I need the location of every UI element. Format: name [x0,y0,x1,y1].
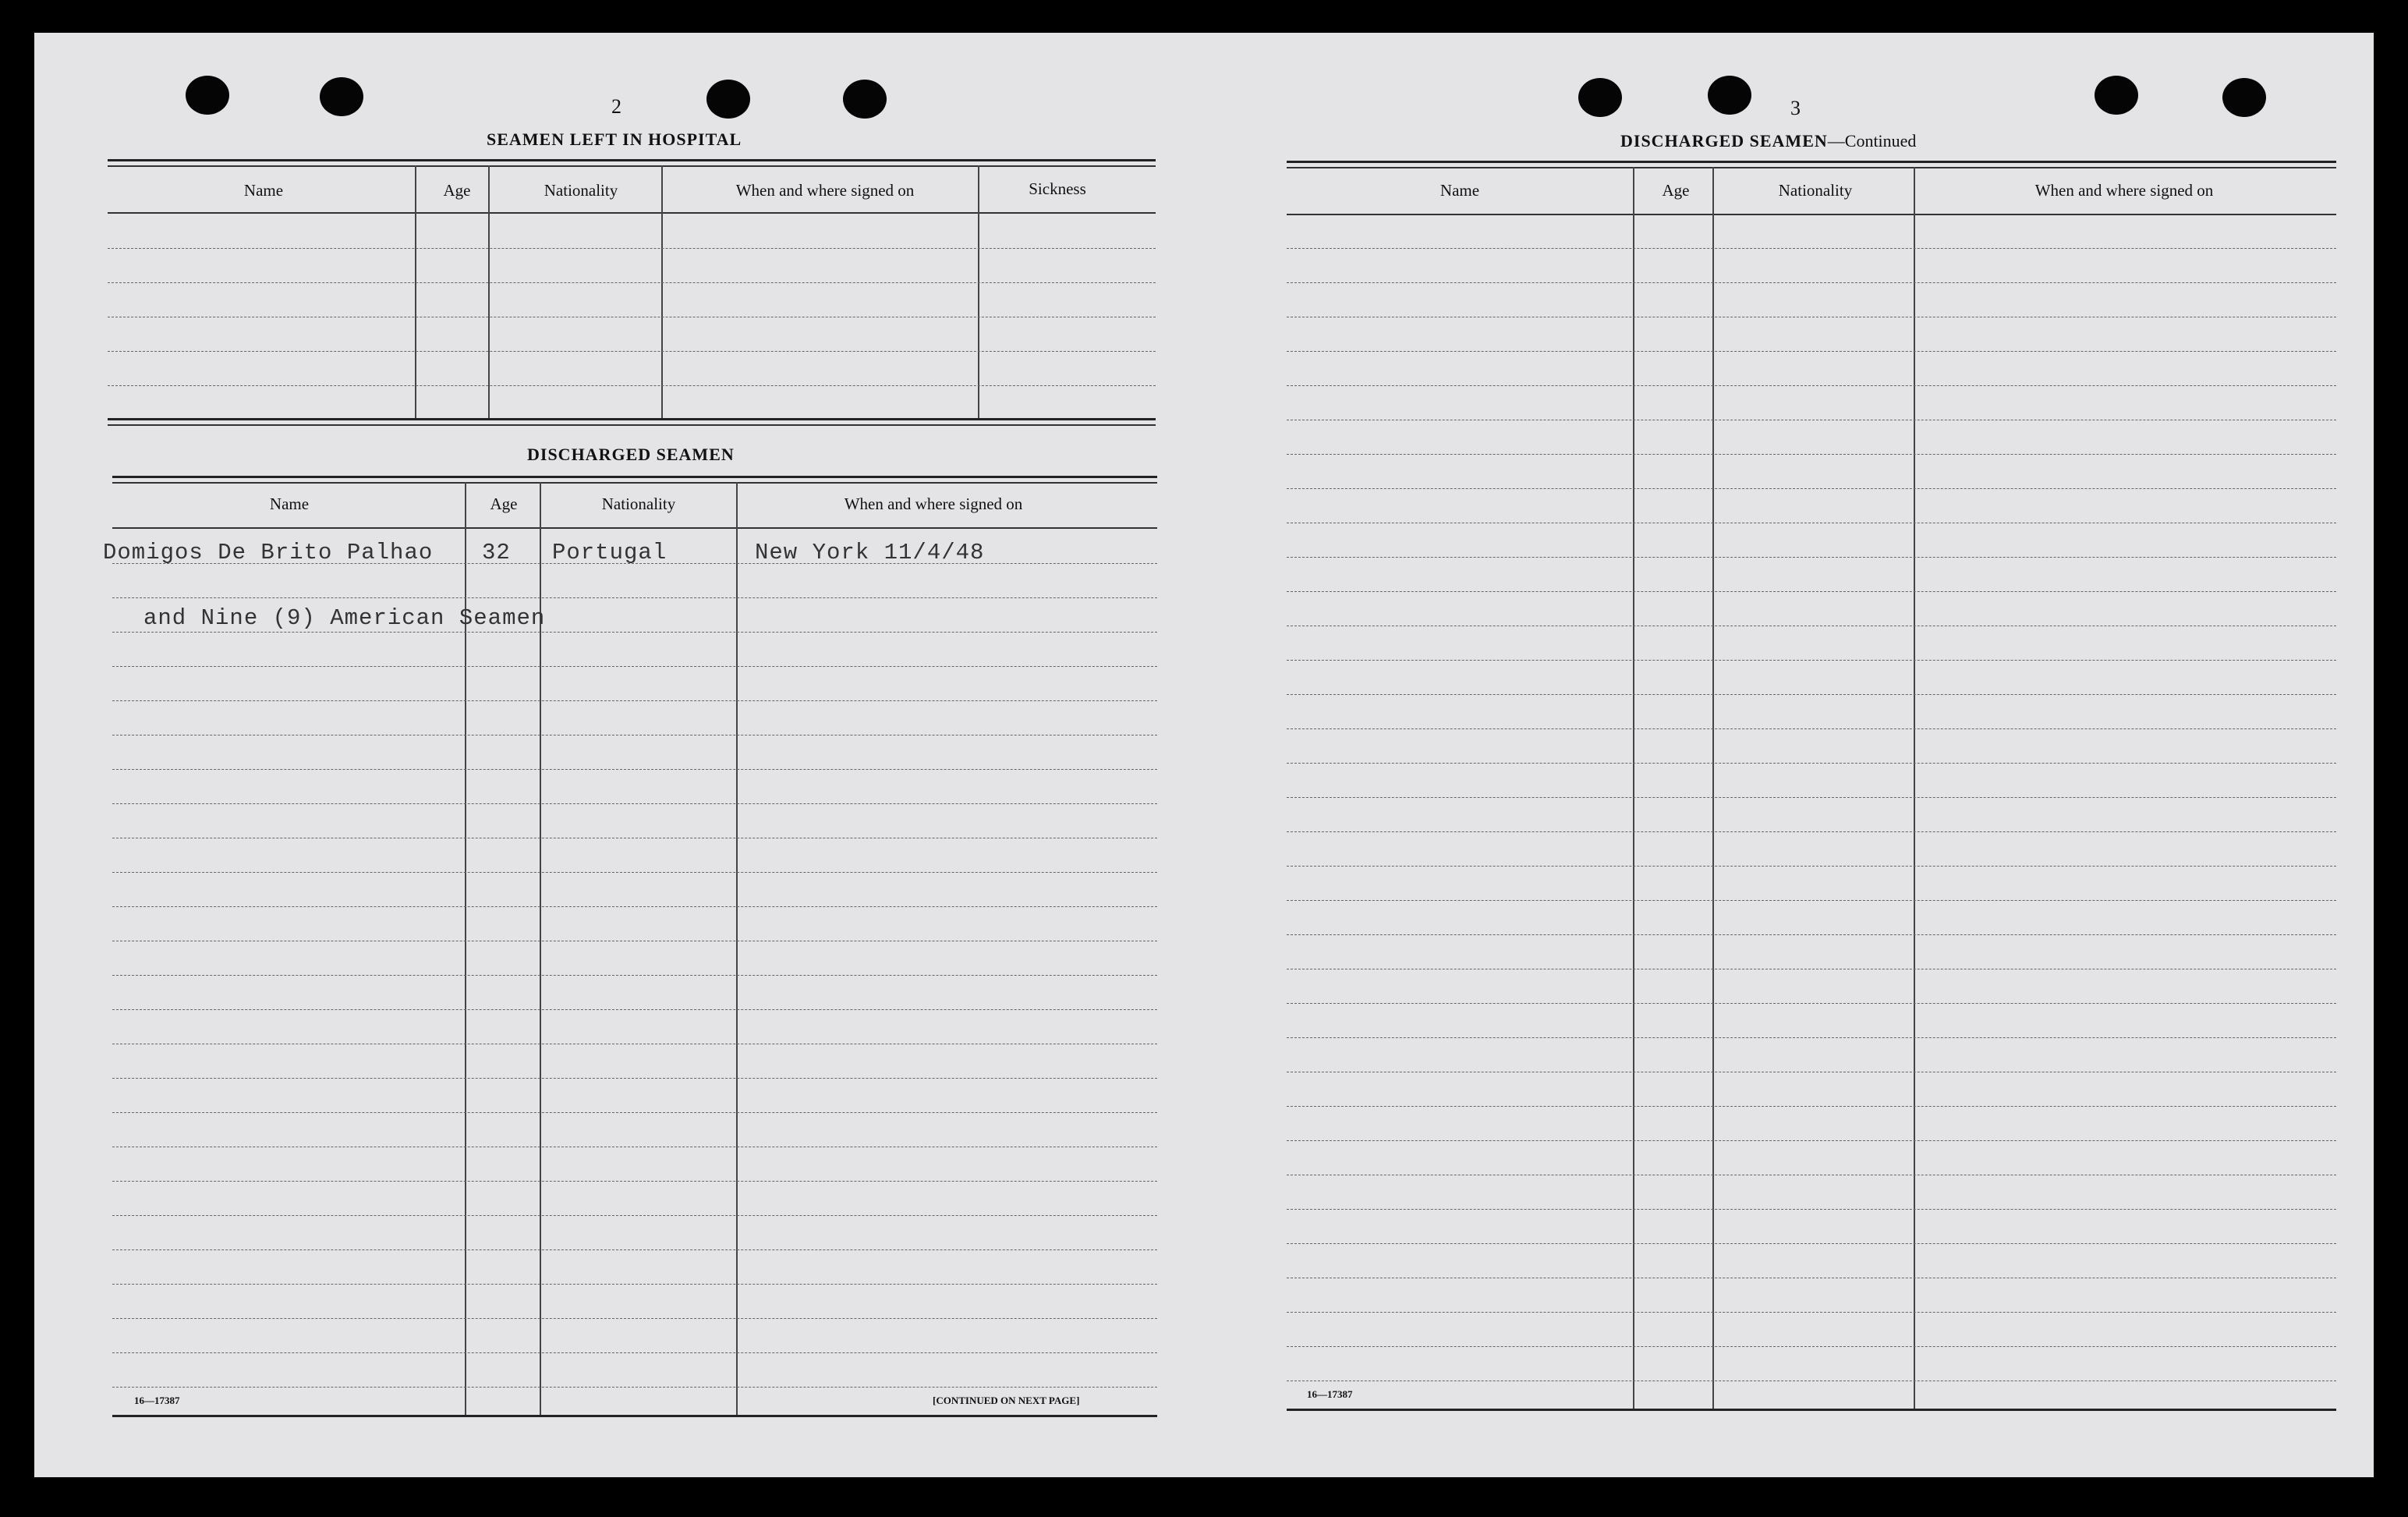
row-line [112,700,1157,701]
row-line [108,351,1156,352]
column-divider [1633,167,1634,1410]
punch-hole [320,77,363,116]
punch-hole [2222,78,2266,117]
row-line [112,1284,1157,1285]
row-line [1287,1140,2336,1141]
row-line [112,632,1157,633]
column-header: When and where signed on [2034,181,2214,200]
column-divider [1712,167,1714,1410]
row-line [1287,591,2336,592]
row-line [1287,1003,2336,1004]
table-rule [112,482,1157,484]
form-number: 16—17387 [134,1395,180,1406]
row-line [1287,763,2336,764]
row-line [112,597,1157,598]
row-line [1287,488,2336,489]
punch-hole [843,80,887,119]
header-underline [1287,214,2336,215]
row-line [112,1181,1157,1182]
seaman-signed-on: New York 11/4/48 [755,540,985,565]
row-line [112,803,1157,804]
table-rule [1287,161,2336,163]
seaman-age: 32 [482,540,511,565]
table-rule [108,159,1156,161]
row-line [112,1215,1157,1216]
punch-hole [186,76,229,115]
header-underline [108,212,1156,214]
row-line [112,666,1157,667]
row-line [1287,454,2336,455]
column-header: Nationality [1778,181,1853,200]
row-line [1287,385,2336,386]
column-header: When and where signed on [844,494,1023,513]
row-line [1287,660,2336,661]
row-line [1287,282,2336,283]
table-rule [1287,1409,2336,1411]
row-line [112,769,1157,770]
row-line [1287,1106,2336,1107]
column-header: Nationality [601,494,676,513]
row-line [1287,1346,2336,1347]
column-divider [415,165,416,420]
row-line [1287,1312,2336,1313]
column-header: Nationality [544,181,618,200]
row-line [1287,557,2336,558]
header-underline [112,527,1157,529]
table-rule [108,165,1156,167]
punch-hole [2095,76,2138,115]
column-header: Age [490,494,518,513]
row-line [112,1249,1157,1250]
column-header: Name [269,494,310,513]
column-divider [736,482,738,1416]
table-rule [108,418,1156,420]
row-line [112,906,1157,907]
row-line [1287,866,2336,867]
row-line [112,1112,1157,1113]
column-header: Age [443,181,471,200]
punch-hole [1708,76,1751,115]
punch-hole [1578,78,1622,117]
row-line [1287,1037,2336,1038]
row-line [112,1318,1157,1319]
document-sheet [34,33,2374,1477]
row-line [108,248,1156,249]
row-line [108,282,1156,283]
row-line [112,1387,1157,1388]
row-line [1287,728,2336,729]
additional-seamen-note: and Nine (9) American Seamen [143,605,546,631]
column-header: Name [1439,181,1480,200]
seaman-nationality: Portugal [552,540,668,565]
row-line [108,385,1156,386]
column-header: When and where signed on [735,181,915,200]
row-line [1287,1209,2336,1210]
page-number: 3 [1790,97,1801,119]
section-title-text: DISCHARGED SEAMEN [1620,131,1828,151]
punch-hole [706,80,750,119]
column-divider [978,165,979,420]
row-line [112,1078,1157,1079]
row-line [112,975,1157,976]
row-line [112,1352,1157,1353]
row-line [112,1009,1157,1010]
column-divider [488,165,490,420]
row-line [1287,900,2336,901]
column-divider [1914,167,1915,1410]
seaman-name: Domigos De Brito Palhao [103,540,434,565]
table-rule [112,476,1157,478]
continued-note: [CONTINUED ON NEXT PAGE] [933,1395,1080,1406]
page-number: 2 [611,95,621,118]
row-line [1287,248,2336,249]
section-title-discharged: DISCHARGED SEAMEN [527,445,735,464]
column-header: Age [1662,181,1690,200]
row-line [1287,694,2336,695]
section-title-discharged-continued [1620,131,1916,151]
column-divider [661,165,663,420]
row-line [1287,797,2336,798]
table-rule [108,424,1156,426]
table-rule [112,1415,1157,1417]
column-header: Name [243,181,284,200]
section-title-hospital: SEAMEN LEFT IN HOSPITAL [487,129,742,149]
row-line [1287,1243,2336,1244]
column-header: Sickness [1029,179,1086,198]
form-number: 16—17387 [1307,1388,1353,1400]
row-line [1287,351,2336,352]
section-title-suffix: —Continued [1827,131,1917,151]
row-line [1287,934,2336,935]
table-rule [1287,167,2336,168]
row-line [1287,831,2336,832]
row-line [112,872,1157,873]
